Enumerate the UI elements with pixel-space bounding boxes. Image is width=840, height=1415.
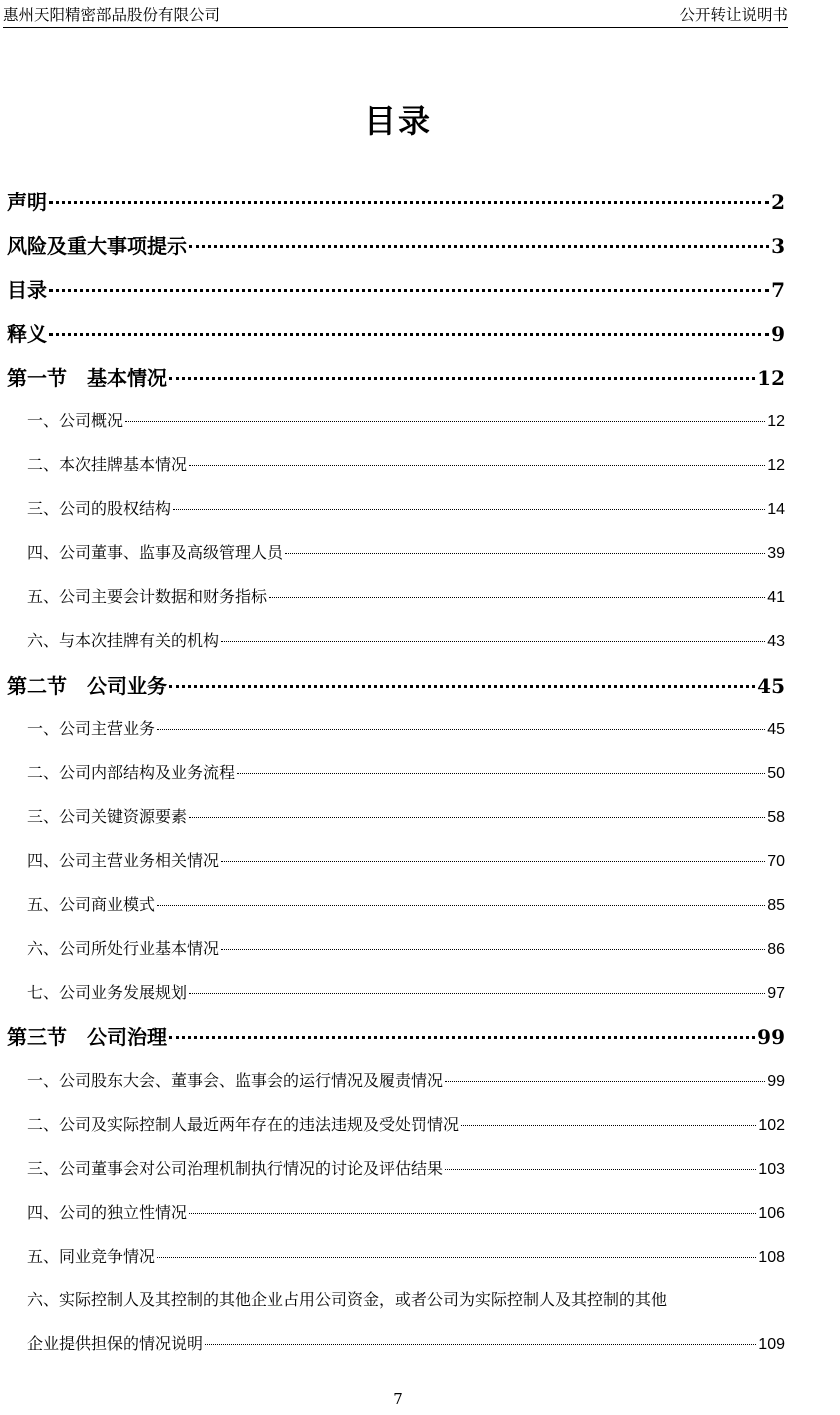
toc-entry-label: 企业提供担保的情况说明 <box>27 1334 204 1353</box>
toc-leader-dots <box>49 289 769 292</box>
toc-entry-page: 102 <box>758 1117 785 1134</box>
toc-subentry[interactable] <box>27 716 785 739</box>
toc-entry-label: 四、公司主营业务相关情况 <box>27 851 220 870</box>
toc-entry[interactable] <box>7 274 785 303</box>
toc-subentry[interactable] <box>27 1112 785 1135</box>
toc-entry-page: 106 <box>758 1205 785 1222</box>
toc-entry-label: 第一节 基本情况 <box>7 366 167 390</box>
toc-leader-dots <box>269 597 765 598</box>
page-header <box>3 0 788 28</box>
toc-subentry[interactable] <box>27 980 785 1003</box>
toc-leader-dots <box>445 1081 765 1082</box>
toc-section-entry[interactable] <box>7 670 785 699</box>
toc-entry-page: 12 <box>767 413 785 430</box>
toc-entry-page: 85 <box>767 897 785 914</box>
toc-entry-page: 86 <box>767 941 785 958</box>
toc-leader-dots <box>125 421 765 422</box>
toc-leader-dots <box>189 993 765 994</box>
toc-subentry-first-line[interactable]: 六、实际控制人及其控制的其他企业占用公司资金，或者公司为实际控制人及其控制的其他 <box>27 1290 668 1309</box>
header-company: 惠州天阳精密部品股份有限公司 <box>3 6 221 24</box>
toc-entry-label: 四、公司董事、监事及高级管理人员 <box>27 543 284 562</box>
toc-subentry[interactable] <box>27 1331 785 1354</box>
toc-entry-page: 58 <box>767 809 785 826</box>
toc-entry-label: 五、公司商业模式 <box>27 895 156 914</box>
toc-entry[interactable] <box>7 230 785 259</box>
toc-leader-dots <box>461 1125 756 1126</box>
toc-subentry[interactable] <box>27 892 785 915</box>
toc-entry-page: 70 <box>767 853 785 870</box>
toc-entry-label: 二、公司内部结构及业务流程 <box>27 763 236 782</box>
toc-entry-label: 二、公司及实际控制人最近两年存在的违法违规及受处罚情况 <box>27 1115 460 1134</box>
toc-leader-dots <box>221 641 765 642</box>
toc-entry-label: 一、公司概况 <box>27 411 124 430</box>
toc-subentry[interactable] <box>27 1156 785 1179</box>
toc-section-entry[interactable] <box>7 1021 785 1050</box>
toc-entry-label: 五、公司主要会计数据和财务指标 <box>27 587 268 606</box>
toc-subentry[interactable] <box>27 1200 785 1223</box>
toc-entry-page: 3 <box>771 234 785 258</box>
toc-leader-dots <box>237 773 765 774</box>
toc-entry-page: 50 <box>767 765 785 782</box>
toc-subentry[interactable] <box>27 804 785 827</box>
toc-entry-page: 14 <box>767 501 785 518</box>
toc-subentry[interactable] <box>27 496 785 519</box>
toc-entry-page: 2 <box>771 190 785 214</box>
toc-subentry[interactable] <box>27 936 785 959</box>
toc-entry[interactable] <box>7 318 785 347</box>
toc-leader-dots <box>445 1169 756 1170</box>
toc-entry-label: 释义 <box>7 322 47 346</box>
toc-entry-page: 39 <box>767 545 785 562</box>
toc-leader-dots <box>169 685 755 688</box>
toc-subentry[interactable] <box>27 408 785 431</box>
toc-leader-dots <box>157 729 765 730</box>
toc-entry-page: 103 <box>758 1161 785 1178</box>
toc-entry-label: 风险及重大事项提示 <box>7 234 187 258</box>
toc-entry-label: 二、本次挂牌基本情况 <box>27 455 188 474</box>
toc-section-entry[interactable] <box>7 362 785 391</box>
toc-entry-label: 第三节 公司治理 <box>7 1025 167 1049</box>
toc-entry-label: 五、同业竞争情况 <box>27 1247 156 1266</box>
header-doc-type: 公开转让说明书 <box>679 6 788 24</box>
toc-entry-page: 45 <box>767 721 785 738</box>
toc-leader-dots <box>221 949 765 950</box>
toc-entry-page: 99 <box>767 1073 785 1090</box>
toc-leader-dots <box>205 1344 756 1345</box>
toc-leader-dots <box>189 1213 756 1214</box>
toc-entry-label: 一、公司主营业务 <box>27 719 156 738</box>
toc-entry-page: 7 <box>771 278 785 302</box>
toc-subentry[interactable] <box>27 1244 785 1267</box>
toc-entry-label: 四、公司的独立性情况 <box>27 1203 188 1222</box>
toc-entry-page: 109 <box>758 1336 785 1353</box>
toc-leader-dots <box>157 905 765 906</box>
toc-entry-page: 99 <box>757 1025 785 1049</box>
toc-subentry[interactable] <box>27 584 785 607</box>
toc-subentry[interactable] <box>27 540 785 563</box>
toc-leader-dots <box>157 1257 756 1258</box>
toc-leader-dots <box>169 377 755 380</box>
toc-entry-label: 三、公司关键资源要素 <box>27 807 188 826</box>
toc-subentry[interactable] <box>27 848 785 871</box>
toc-entry-page: 12 <box>757 366 785 390</box>
toc-leader-dots <box>285 553 765 554</box>
toc-leader-dots <box>189 465 765 466</box>
toc-entry-page: 108 <box>758 1249 785 1266</box>
toc-subentry[interactable] <box>27 628 785 651</box>
toc-entry-label: 一、公司股东大会、董事会、监事会的运行情况及履责情况 <box>27 1071 444 1090</box>
toc-subentry[interactable] <box>27 1068 785 1091</box>
toc-entry-page: 43 <box>767 633 785 650</box>
toc-leader-dots <box>49 333 769 336</box>
toc-subentry[interactable] <box>27 452 785 475</box>
toc-entry-label: 六、与本次挂牌有关的机构 <box>27 631 220 650</box>
toc-entry-label: 三、公司的股权结构 <box>27 499 172 518</box>
toc-subentry[interactable] <box>27 760 785 783</box>
toc-entry-page: 12 <box>767 457 785 474</box>
toc-entry-label: 声明 <box>7 190 47 214</box>
toc-entry[interactable] <box>7 186 785 215</box>
toc-leader-dots <box>49 201 769 204</box>
toc-entry-page: 97 <box>767 985 785 1002</box>
toc-entry-label: 六、公司所处行业基本情况 <box>27 939 220 958</box>
toc-entry-page: 41 <box>767 589 785 606</box>
page-number: 7 <box>393 1390 403 1408</box>
toc-entry-page: 45 <box>757 674 785 698</box>
toc-entry-label: 第二节 公司业务 <box>7 674 167 698</box>
toc-leader-dots <box>189 245 769 248</box>
toc-entry-label: 目录 <box>7 278 47 302</box>
toc-entry-label: 七、公司业务发展规划 <box>27 983 188 1002</box>
toc-entry-page: 9 <box>771 322 785 346</box>
toc-entry-label: 三、公司董事会对公司治理机制执行情况的讨论及评估结果 <box>27 1159 444 1178</box>
toc-leader-dots <box>221 861 765 862</box>
toc-leader-dots <box>169 1036 755 1039</box>
toc-leader-dots <box>189 817 765 818</box>
page-title: 目录 <box>363 102 432 140</box>
toc-leader-dots <box>173 509 765 510</box>
